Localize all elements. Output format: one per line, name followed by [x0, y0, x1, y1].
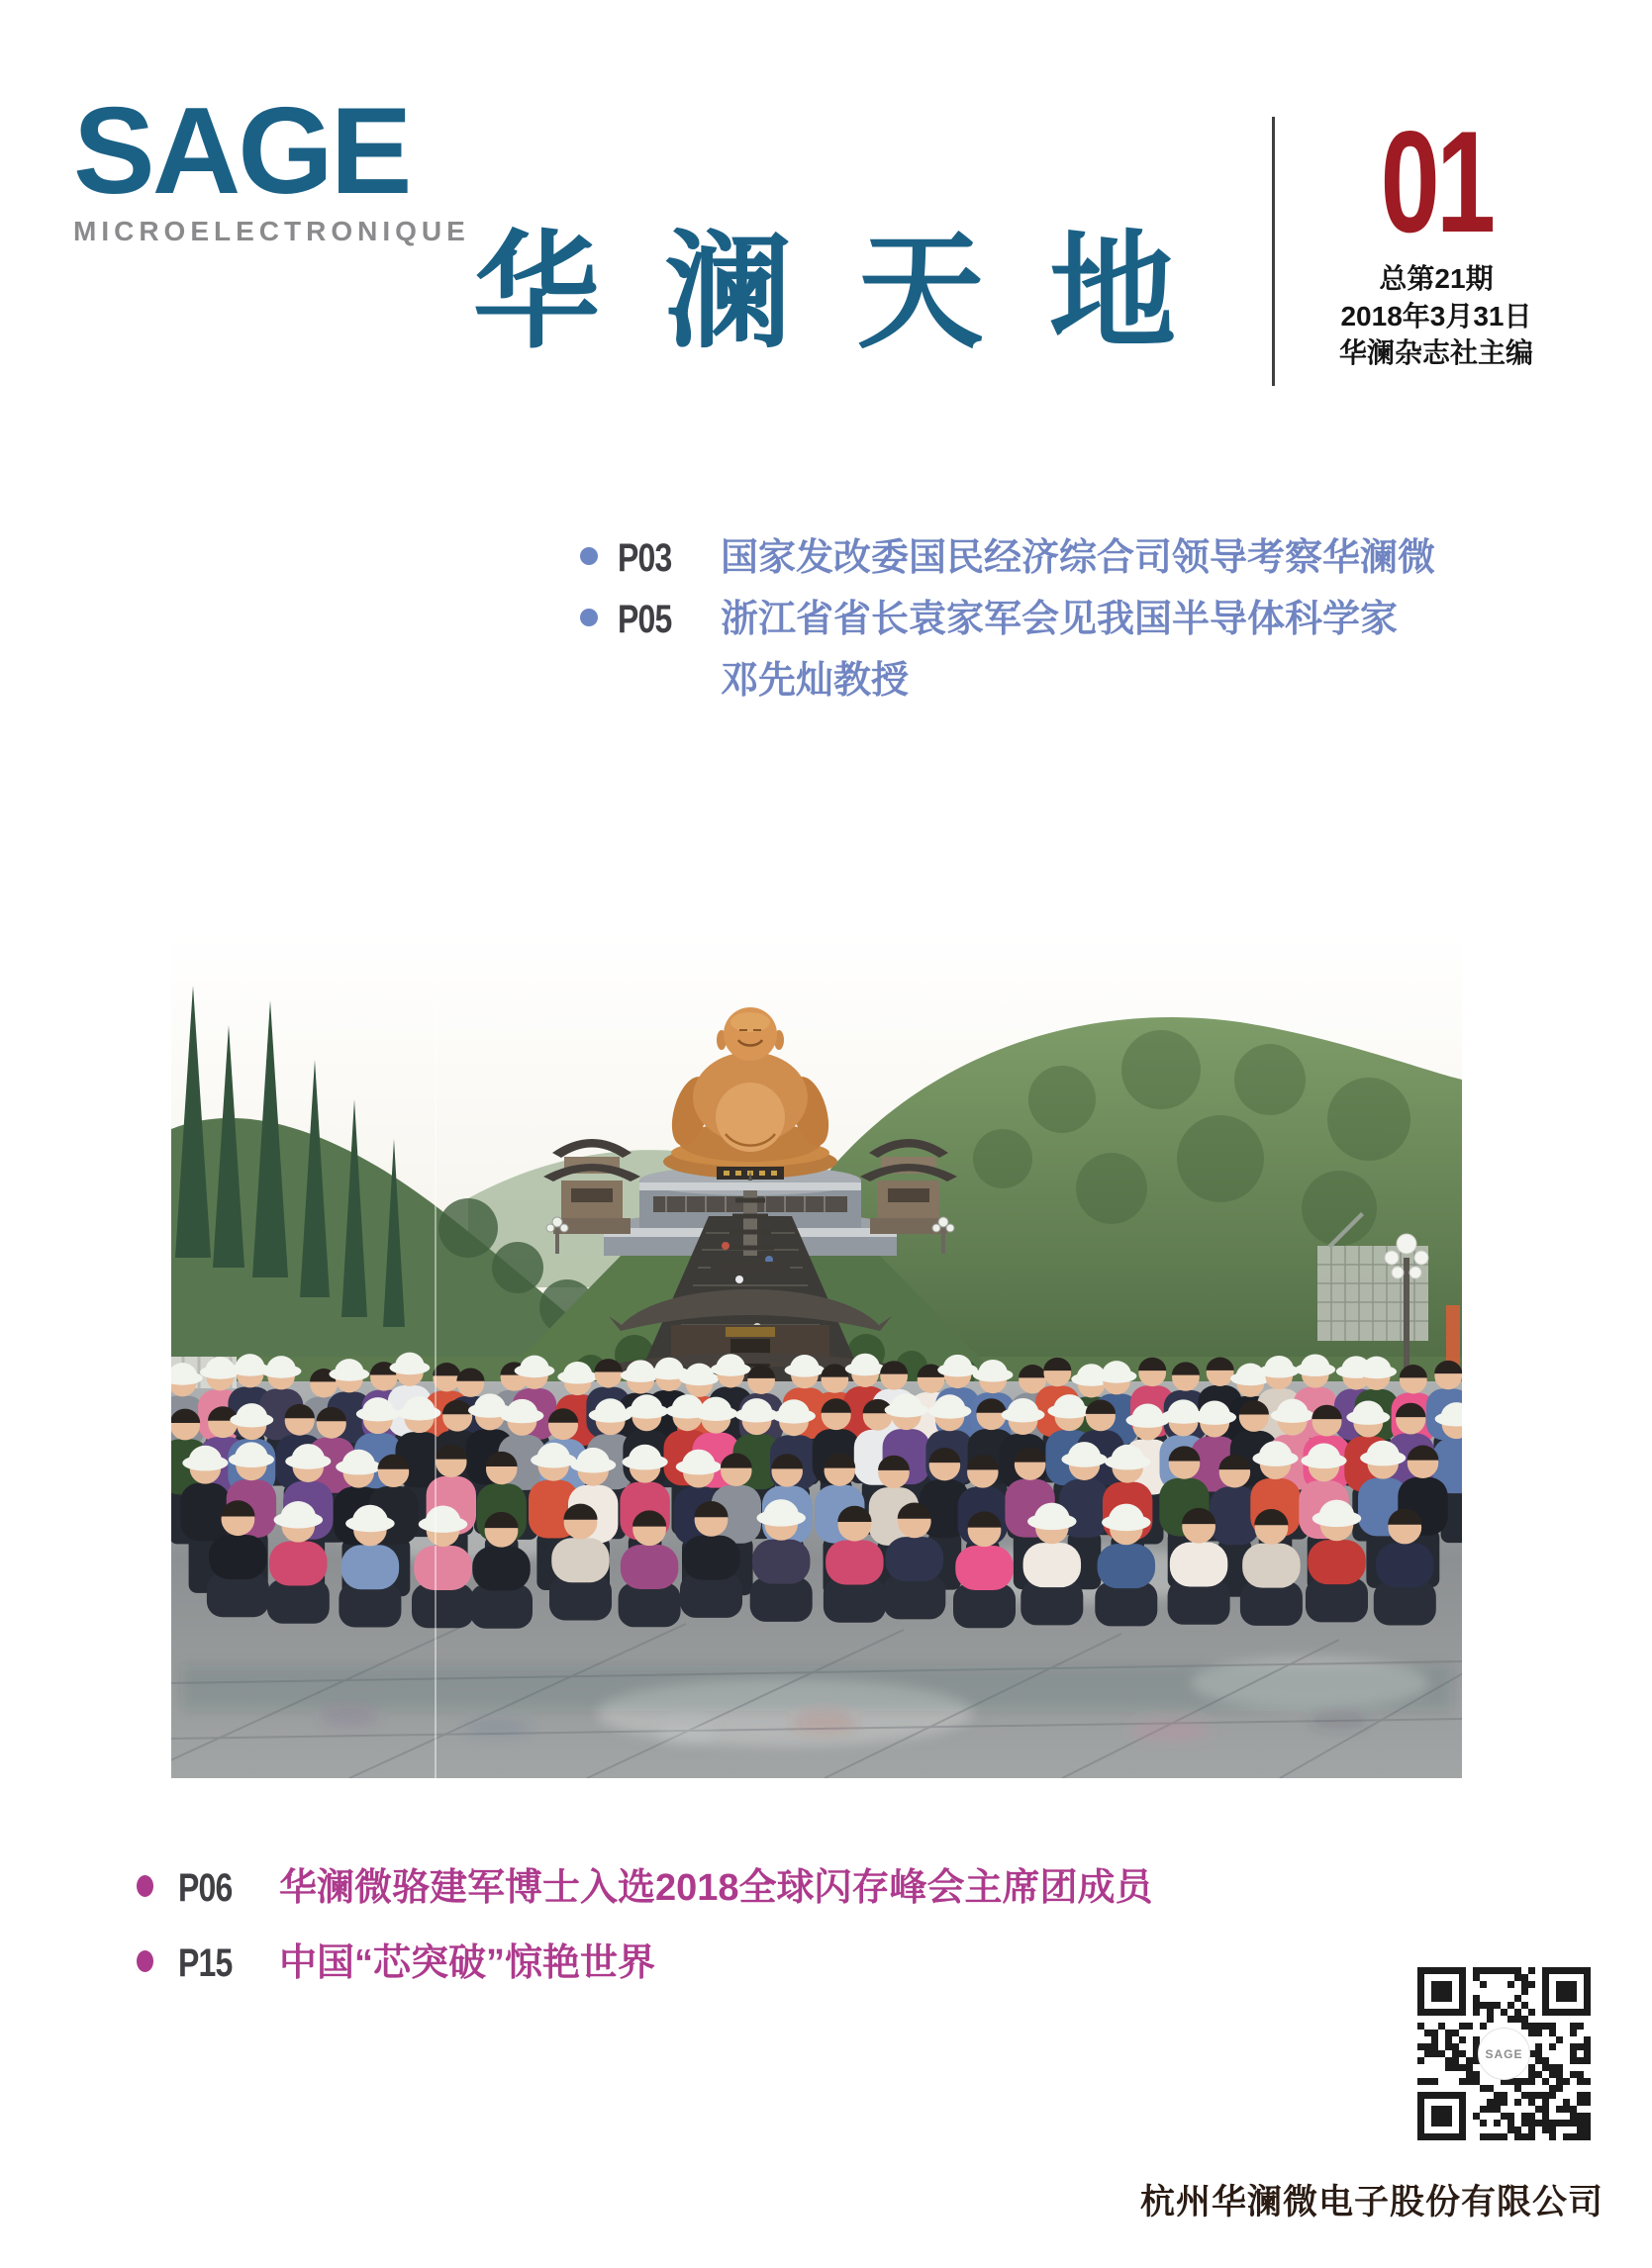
issue-number: 01 — [1380, 101, 1493, 262]
toc-bottom — [137, 1864, 1443, 2015]
magazine-title: 华澜天地 — [473, 218, 1242, 366]
issue-line-editor: 华澜杂志社主编 — [1338, 337, 1533, 369]
sage-logo-text: SAGE — [73, 83, 410, 220]
toc-title: 中国“芯突破”惊艳世界 — [279, 1942, 656, 1984]
issue-block — [1303, 101, 1570, 372]
toc-title-continued: 邓先灿教授 — [721, 660, 910, 702]
qr-code — [1417, 1967, 1591, 2140]
toc-page-label: P06 — [178, 1866, 233, 1910]
sage-logo — [73, 83, 470, 247]
toc-top — [580, 534, 1510, 718]
bullet-icon — [580, 547, 598, 565]
issue-line-volume: 总第21期 — [1379, 263, 1494, 295]
toc-item-p05-line2 — [580, 657, 1510, 705]
toc-title: 浙江省省长袁家军会见我国半导体科学家 — [721, 599, 1399, 640]
toc-page-label: P05 — [618, 598, 672, 641]
toc-item-p06 — [137, 1864, 1443, 1912]
qr-logo-text: SAGE — [1485, 2047, 1523, 2061]
masthead-divider — [1272, 117, 1275, 386]
toc-item-p15 — [137, 1939, 1443, 1987]
toc-title: 国家发改委国民经济综合司领导考察华澜微 — [721, 537, 1436, 579]
company-name: 杭州华澜微电子股份有限公司 — [1139, 2183, 1603, 2221]
sage-logo-subtext: MICROELECTRONIQUE — [73, 216, 470, 247]
toc-item-p05 — [580, 596, 1510, 643]
toc-page-label: P15 — [178, 1941, 233, 1985]
toc-title: 华澜微骆建军博士入选2018全球闪存峰会主席团成员 — [279, 1867, 1153, 1909]
toc-page-label: P03 — [618, 536, 672, 580]
issue-line-date: 2018年3月31日 — [1340, 300, 1532, 331]
cover-photo — [171, 931, 1462, 1778]
toc-item-p03 — [580, 534, 1510, 582]
bullet-icon — [137, 1950, 153, 1972]
bullet-icon — [580, 609, 598, 626]
issue-info — [1303, 260, 1570, 372]
bullet-icon — [137, 1875, 153, 1897]
